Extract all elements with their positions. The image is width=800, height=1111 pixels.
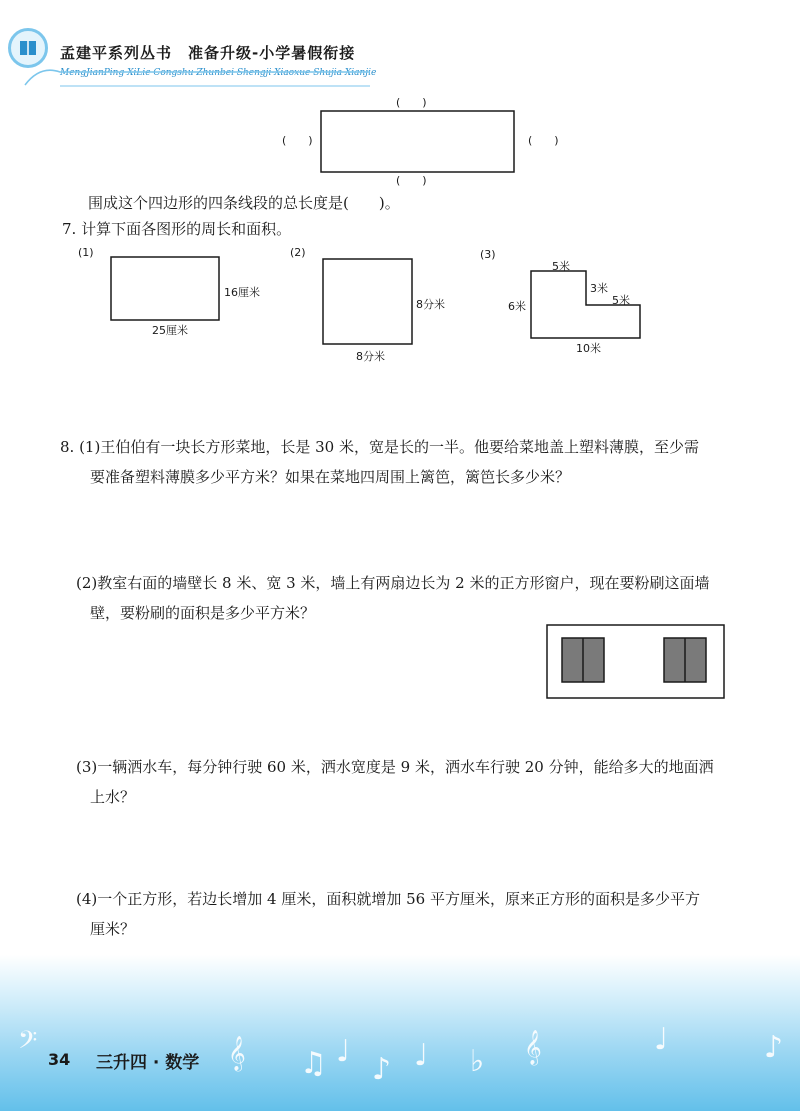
fig1-rectangle (110, 256, 222, 322)
fig1-width-label: 25厘米 (152, 324, 188, 337)
fig3-left-label: 6米 (508, 300, 526, 313)
q8-p2-line2: 壁，要粉刷的面积是多少平方米？ (90, 604, 316, 622)
q8-p2-line1: (2)教室右面的墙壁长 8 米、宽 3 米，墙上有两扇边长为 2 米的正方形窗户，现在要粉刷这面墙 (76, 574, 710, 592)
page-number: 34 (48, 1050, 71, 1069)
q8-p1-line2: 要准备塑料薄膜多少平方米？如果在菜地四周围上篱笆，篱笆长多少米？ (90, 468, 571, 486)
treble-clef-icon: 𝄞 (228, 1036, 246, 1071)
blank-left: ( ) (282, 134, 313, 147)
bass-clef-icon: 𝄢 (18, 1026, 38, 1061)
fig3-step-label: 3米 (590, 282, 608, 295)
music-note-icon: ♫ (300, 1046, 327, 1081)
wall-with-windows-figure (546, 624, 726, 700)
q8-p3-line1: (3)一辆洒水车，每分钟行驶 60 米，洒水宽度是 9 米，洒水车行驶 20 分钟，能给多大的地面洒 (76, 758, 714, 776)
header-rule (20, 60, 380, 90)
q8-p4-line2: 厘米？ (90, 920, 136, 938)
fig1-label: (1) (78, 246, 94, 259)
treble-clef-icon: 𝄞 (524, 1030, 542, 1065)
q8-p4-line1: (4)一个正方形，若边长增加 4 厘米，面积就增加 56 平方厘米，原来正方形的面积是多少平方 (76, 890, 700, 908)
flat-icon: ♭ (470, 1044, 485, 1079)
music-note-icon: ♪ (764, 1030, 784, 1065)
fig3-bottom-label: 10米 (576, 342, 601, 355)
quadrilateral-figure (320, 110, 516, 174)
fig2-square (322, 258, 414, 346)
series-title: 孟建平系列丛书 准备升级-小学暑假衔接 (60, 44, 356, 62)
q6-sentence: 围成这个四边形的四条线段的总长度是( )。 (88, 194, 400, 212)
fig3-right-label: 5米 (612, 294, 630, 307)
music-note-icon: ♪ (372, 1052, 392, 1087)
music-note-icon: ♩ (336, 1034, 351, 1069)
q8-p1-line1: 8. (1)王伯伯有一块长方形菜地，长是 30 米，宽是长的一半。他要给菜地盖上塑料薄膜，至少需 (60, 438, 699, 456)
music-note-icon: ♩ (654, 1022, 669, 1057)
fig2-side-right-label: 8分米 (416, 298, 445, 311)
footer-decoration (0, 955, 800, 1111)
series-subtitle: MengJianPing XiLie Congshu Zhunbei Shengji-Xiaoxue Shujia Xianjie (60, 68, 377, 78)
fig2-side-bottom-label: 8分米 (356, 350, 385, 363)
fig1-height-label: 16厘米 (224, 286, 260, 299)
music-note-icon: ♩ (414, 1038, 429, 1073)
blank-bottom: ( ) (396, 174, 427, 187)
fig2-label: (2) (290, 246, 306, 259)
fig3-label: (3) (480, 248, 496, 261)
book-title: 三升四 · 数学 (96, 1053, 200, 1073)
blank-right: ( ) (528, 134, 559, 147)
q7-title: 7. 计算下面各图形的周长和面积。 (62, 220, 292, 238)
fig3-top-label: 5米 (552, 260, 570, 273)
q8-p3-line2: 上水？ (90, 788, 136, 806)
blank-top: ( ) (396, 96, 427, 109)
